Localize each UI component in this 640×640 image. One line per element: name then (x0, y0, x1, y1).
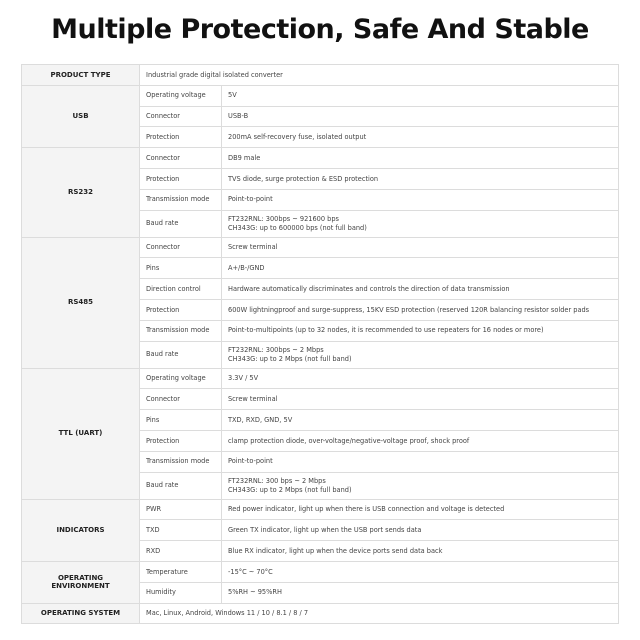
spec-value: 600W lightningproof and surge-suppress, 15KV ESD protection (reserved 120R balancing resistor solder pads (222, 299, 619, 320)
spec-label: Protection (140, 127, 222, 148)
spec-value-line: CH343G: up to 2 Mbps (not full band) (228, 485, 352, 494)
spec-label: Temperature (140, 561, 222, 582)
section-category: TTL (UART) (22, 368, 140, 499)
spec-value: Point-to-point (222, 189, 619, 210)
page-title: Multiple Protection, Safe And Stable (51, 14, 589, 45)
spec-value-line: FT232RNL: 300bps ~ 921600 bps (228, 215, 339, 224)
spec-label: Transmission mode (140, 320, 222, 341)
spec-value: Green TX indicator, light up when the USB port sends data (222, 520, 619, 541)
spec-value-line: CH343G: up to 2 Mbps (not full band) (228, 354, 352, 363)
spec-label: Pins (140, 410, 222, 431)
spec-label: Pins (140, 258, 222, 279)
spec-label: TXD (140, 520, 222, 541)
spec-label: Baud rate (140, 341, 222, 368)
section-category: RS485 (22, 237, 140, 368)
spec-label: Connector (140, 237, 222, 258)
section-category: USB (22, 85, 140, 147)
spec-label: Connector (140, 106, 222, 127)
spec-value: DB9 male (222, 148, 619, 169)
spec-value: Screw terminal (222, 237, 619, 258)
spec-value (222, 210, 619, 237)
spec-value: 5%RH ~ 95%RH (222, 582, 619, 603)
spec-label: RXD (140, 541, 222, 562)
spec-value-line: FT232RNL: 300 bps ~ 2 Mbps (228, 477, 326, 486)
spec-value-line: FT232RNL: 300bps ~ 2 Mbps (228, 346, 324, 355)
spec-table (21, 64, 619, 624)
spec-row (22, 499, 619, 520)
spec-value: Point-to-point (222, 451, 619, 472)
spec-label: Baud rate (140, 472, 222, 499)
section-category: PRODUCT TYPE (22, 65, 140, 86)
spec-value: Mac, Linux, Android, Windows 11 / 10 / 8.1 / 8 / 7 (140, 603, 619, 624)
spec-label: Operating voltage (140, 85, 222, 106)
spec-value: Screw terminal (222, 389, 619, 410)
spec-value (222, 341, 619, 368)
spec-label: Protection (140, 299, 222, 320)
spec-label: Connector (140, 148, 222, 169)
spec-row (22, 368, 619, 389)
spec-row (22, 561, 619, 582)
spec-row (22, 148, 619, 169)
spec-value: clamp protection diode, over-voltage/negative-voltage proof, shock proof (222, 430, 619, 451)
spec-value (222, 472, 619, 499)
spec-value: 200mA self-recovery fuse, isolated output (222, 127, 619, 148)
spec-label: Transmission mode (140, 451, 222, 472)
spec-row (22, 603, 619, 624)
spec-value-line: CH343G: up to 600000 bps (not full band) (228, 223, 367, 232)
spec-label: Connector (140, 389, 222, 410)
section-category: OPERATING ENVIRONMENT (22, 561, 140, 603)
spec-value: Hardware automatically discriminates and controls the direction of data transmission (222, 279, 619, 300)
spec-row (22, 85, 619, 106)
section-category: RS232 (22, 148, 140, 237)
spec-value: USB-B (222, 106, 619, 127)
spec-value: -15°C ~ 70°C (222, 561, 619, 582)
spec-value: 5V (222, 85, 619, 106)
spec-value: TVS diode, surge protection & ESD protection (222, 168, 619, 189)
spec-value: 3.3V / 5V (222, 368, 619, 389)
spec-value: Red power indicator, light up when there is USB connection and voltage is detected (222, 499, 619, 520)
spec-row (22, 237, 619, 258)
spec-label: Operating voltage (140, 368, 222, 389)
spec-table-body (22, 65, 619, 624)
spec-label: Protection (140, 430, 222, 451)
spec-value: Blue RX indicator, light up when the device ports send data back (222, 541, 619, 562)
spec-label: Baud rate (140, 210, 222, 237)
spec-label: Direction control (140, 279, 222, 300)
section-category: INDICATORS (22, 499, 140, 561)
spec-value: Industrial grade digital isolated converter (140, 65, 619, 86)
spec-row (22, 65, 619, 86)
spec-label: Transmission mode (140, 189, 222, 210)
spec-value: Point-to-multipoints (up to 32 nodes, it is recommended to use repeaters for 16 nodes or more) (222, 320, 619, 341)
spec-label: Protection (140, 168, 222, 189)
section-category: OPERATING SYSTEM (22, 603, 140, 624)
spec-label: PWR (140, 499, 222, 520)
spec-value: TXD, RXD, GND, 5V (222, 410, 619, 431)
spec-label: Humidity (140, 582, 222, 603)
spec-value: A+/B-/GND (222, 258, 619, 279)
